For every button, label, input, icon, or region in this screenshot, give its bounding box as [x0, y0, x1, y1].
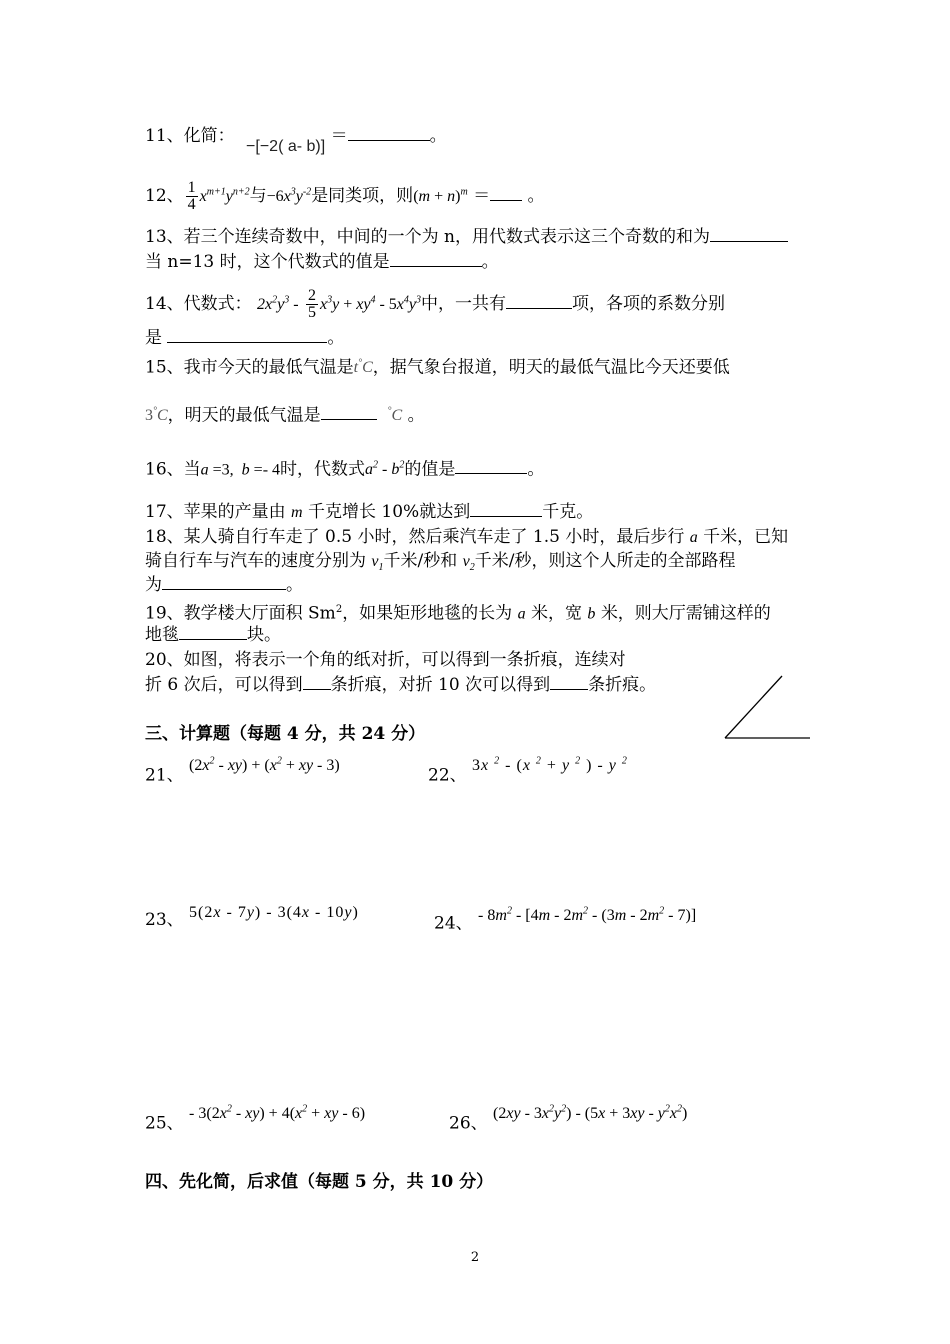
- section-4-heading: 四、先化简，后求值（每题 5 分，共 10 分）: [145, 1172, 494, 1192]
- fraction: $\frac{1}{4}$: [187, 179, 196, 213]
- problem-25: 25、 - $3(2x^2 - xy) + 4(x^2$ + xy - 6): [145, 1104, 366, 1134]
- question-16: 16、当a =3, b =- 4时，代数式$a^2 - b^2$的值是 。: [145, 459, 545, 480]
- angle-figure: [720, 672, 815, 744]
- question-18-line2: 骑自行车与汽车的速度分别为 $v_1$千米/秒和 $v_2$千米/秒，则这个人所走的全部路程: [145, 551, 736, 574]
- question-15-line1: 15、我市今天的最低气温是t°C，据气象台报道，明天的最低气温比今天还要低: [145, 357, 730, 378]
- question-19-line2: 地毯 块。: [145, 625, 281, 645]
- problem-21: 21、 $(2x^2 - xy) + (x^2$ + xy - 3): [145, 756, 340, 786]
- answer-blank[interactable]: [710, 225, 788, 242]
- problem-24: 24、 - $8m^2 - [4m - 2m^2 - (3m - 2m^2 - 7)]$: [434, 906, 697, 934]
- question-15-line2: 3°C，明天的最低气温是 °C 。: [145, 405, 425, 426]
- section-3-heading: 三、计算题（每题 4 分，共 24 分）: [145, 724, 426, 744]
- question-17: 17、苹果的产量由 m 千克增长 10%就达到 千克。: [145, 502, 594, 522]
- answer-blank[interactable]: [348, 124, 430, 141]
- answer-blank[interactable]: [390, 250, 482, 267]
- question-18-line1: 18、某人骑自行车走了 0.5 小时，然后乘汽车走了 1.5 小时，最后步行 a 千米，已知: [145, 527, 789, 547]
- answer-blank[interactable]: [506, 292, 572, 309]
- expr: −[−2( a- b)]: [246, 138, 326, 155]
- answer-blank[interactable]: [167, 326, 327, 343]
- question-14-line2: 是 。: [145, 328, 345, 348]
- answer-blank[interactable]: [455, 457, 527, 474]
- problem-23: 23、 5(2x - 7y) - 3(4x - 10y): [145, 904, 359, 930]
- question-19-line1: 19、教学楼大厅面积 Sm$^2$，如果矩形地毯的长为 a 米，宽 b 米，则大厅需铺这样的: [145, 603, 771, 624]
- answer-blank[interactable]: [470, 500, 542, 517]
- question-11: 11、化简： −[−2( a- b)] ＝ 。: [145, 126, 447, 155]
- question-20-line1: 20、如图，将表示一个角的纸对折，可以得到一条折痕，连续对: [145, 650, 626, 670]
- answer-blank[interactable]: [490, 184, 522, 201]
- answer-blank[interactable]: [303, 673, 331, 690]
- question-18-line3: 为 。: [145, 575, 303, 595]
- problem-22: 22、 3x $^2$ - (x $^2$ + y $^2$ ) - y $^2$: [428, 756, 628, 786]
- question-14-line1: 14、代数式： $2x^2y^3$ - $\frac{2}{5}$ $x^3y + xy^4 - 5x^4y^3$中，一共有 项，各项的系数分别: [145, 287, 725, 321]
- question-20-line2: 折 6 次后，可以得到 条折痕，对折 10 次可以得到 条折痕。: [145, 675, 657, 695]
- question-12: 12、 $\frac{1}{4}$ $x^{m+1}y^{n+2}$与$-6x^3y^{-2}$是同类项，则$(m + n)^m$ ＝ 。: [145, 179, 545, 213]
- question-13-line2: 当 n=13 时，这个代数式的值是 。: [145, 252, 499, 272]
- problem-26: 26、 $(2xy - 3x^2y^2) - (5x + 3xy - y^2x^2)$: [449, 1104, 688, 1134]
- answer-blank[interactable]: [162, 573, 286, 590]
- page-number: 2: [470, 1250, 480, 1265]
- answer-blank[interactable]: [550, 673, 588, 690]
- answer-blank[interactable]: [321, 403, 377, 420]
- question-13-line1: 13、若三个连续奇数中，中间的一个为 n，用代数式表示这三个奇数的和为: [145, 225, 788, 249]
- answer-blank[interactable]: [179, 623, 247, 640]
